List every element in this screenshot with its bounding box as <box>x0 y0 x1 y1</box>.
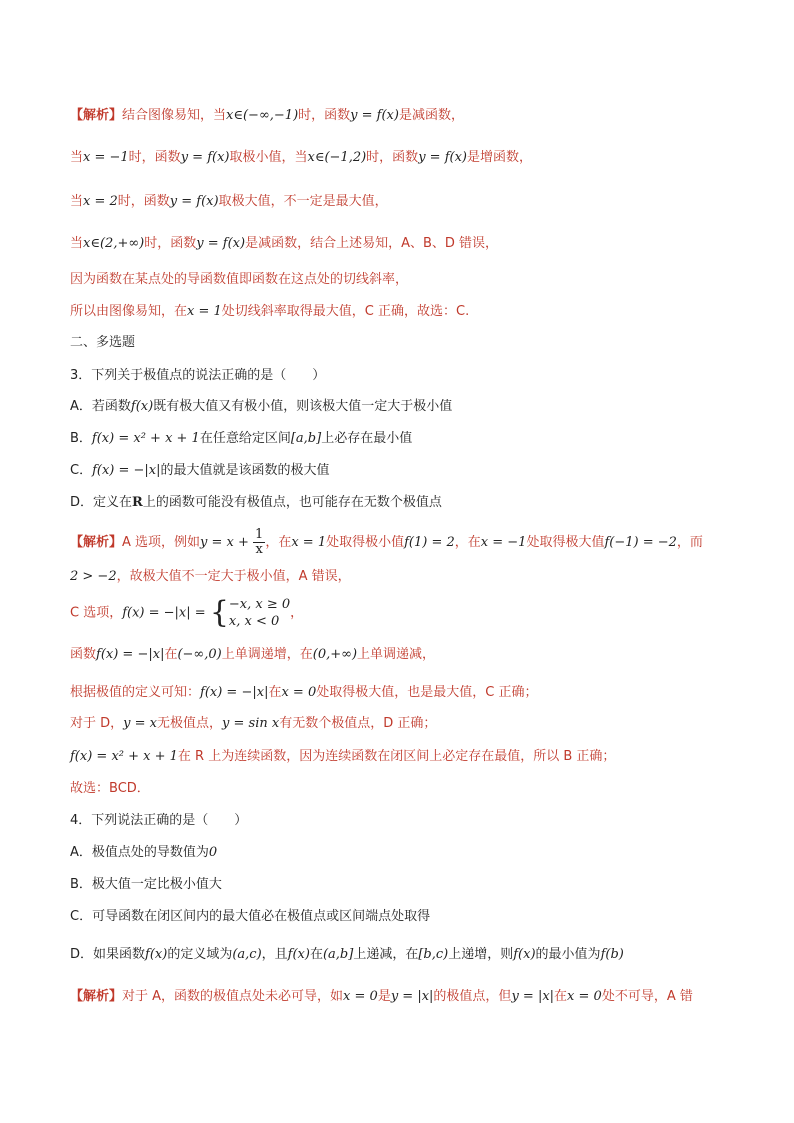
solution-line-1: 【解析】结合图像易知，当x∈(−∞,−1)时，函数y = f(x)是减函数， <box>70 108 464 123</box>
question-3-option-a: A．若函数f(x)既有极大值又有极小值，则该极大值一定大于极小值 <box>70 399 453 414</box>
fraction-one-over-x: $\frac{1}{x}$ <box>255 527 264 557</box>
piecewise-cases: −x, x ≥ 0 x, x < 0 <box>228 597 291 629</box>
question-4-option-b: B．极大值一定比极小值大 <box>70 877 222 892</box>
solution-line-6: 所以由图像易知，在x = 1处切线斜率取得最大值，C 正确，故选：C. <box>70 304 470 319</box>
question-4-option-c: C．可导函数在闭区间内的最大值必在极值点或区间端点处取得 <box>70 909 431 924</box>
question-3-option-b: B．f(x) = x² + x + 1在任意给定区间[a,b]上必存在最小值 <box>70 431 413 446</box>
question-4-option-a: A．极值点处的导数值为0 <box>70 845 218 860</box>
question-4-stem: 4．下列说法正确的是（ ） <box>70 813 248 828</box>
question-3-option-d: D．定义在R上的函数可能没有极值点，也可能存在无数个极值点 <box>70 495 442 510</box>
solution-3-line-4: 函数f(x) = −|x|在(−∞,0)上单调递增，在(0,+∞)上单调递减， <box>70 647 436 662</box>
solution-line-3: 当x = 2时，函数y = f(x)取极大值，不一定是最大值， <box>70 194 388 209</box>
solution-line-2: 当x = −1时，函数y = f(x)取极小值，当x∈(−1,2)时，函数y = f(x)是增函数， <box>70 150 532 165</box>
solution-3-line-8: 故选：BCD． <box>70 781 150 796</box>
question-3-option-c: C．f(x) = −|x|的最大值就是该函数的极大值 <box>70 463 330 478</box>
question-3-stem: 3．下列关于极值点的说法正确的是（ ） <box>70 368 326 383</box>
solution-3-line-7: f(x) = x² + x + 1在 R 上为连续函数，因为连续函数在闭区间上必定存在最值，所以 B 正确； <box>70 749 616 764</box>
piecewise-brace: { <box>209 595 229 630</box>
solution-3-line-5: 根据极值的定义可知：f(x) = −|x|在x = 0处取得极大值，也是最大值，C 正确； <box>70 685 538 700</box>
solution-4-line-1: 【解析】对于 A，函数的极值点处未必可导，如x = 0是y = |x|的极值点，但y = |x|在x = 0处不可导，A 错 <box>70 989 693 1004</box>
solution-3-line-2: 2 > −2，故极大值不一定大于极小值，A 错误， <box>70 569 351 584</box>
solution-3-line-1: 【解析】A 选项，例如y = x + $\frac{1}{x}$ ，在x = 1处取得极小值f(1) = 2，在x = −1处取得极大值f(−1) = −2，而 <box>70 527 703 557</box>
solution-3-line-6: 对于 D，y = x无极值点，y = sin x有无数个极值点，D 正确； <box>70 716 437 731</box>
solution-3-line-3: C 选项，f(x) = −|x| = { −x, x ≥ 0 x, x < 0 ， <box>70 595 304 630</box>
question-4-option-d: D．如果函数f(x)的定义域为(a,c)，且f(x)在(a,b]上递减，在[b,c)上递增，则f(x)的最小值为f(b) <box>70 947 624 962</box>
solution-line-5: 因为函数在某点处的导函数值即函数在这点处的切线斜率， <box>70 272 409 287</box>
solution-line-4: 当x∈(2,+∞)时，函数y = f(x)是减函数，结合上述易知，A、B、D 错误， <box>70 236 499 251</box>
section-heading: 二、多选题 <box>70 335 136 350</box>
